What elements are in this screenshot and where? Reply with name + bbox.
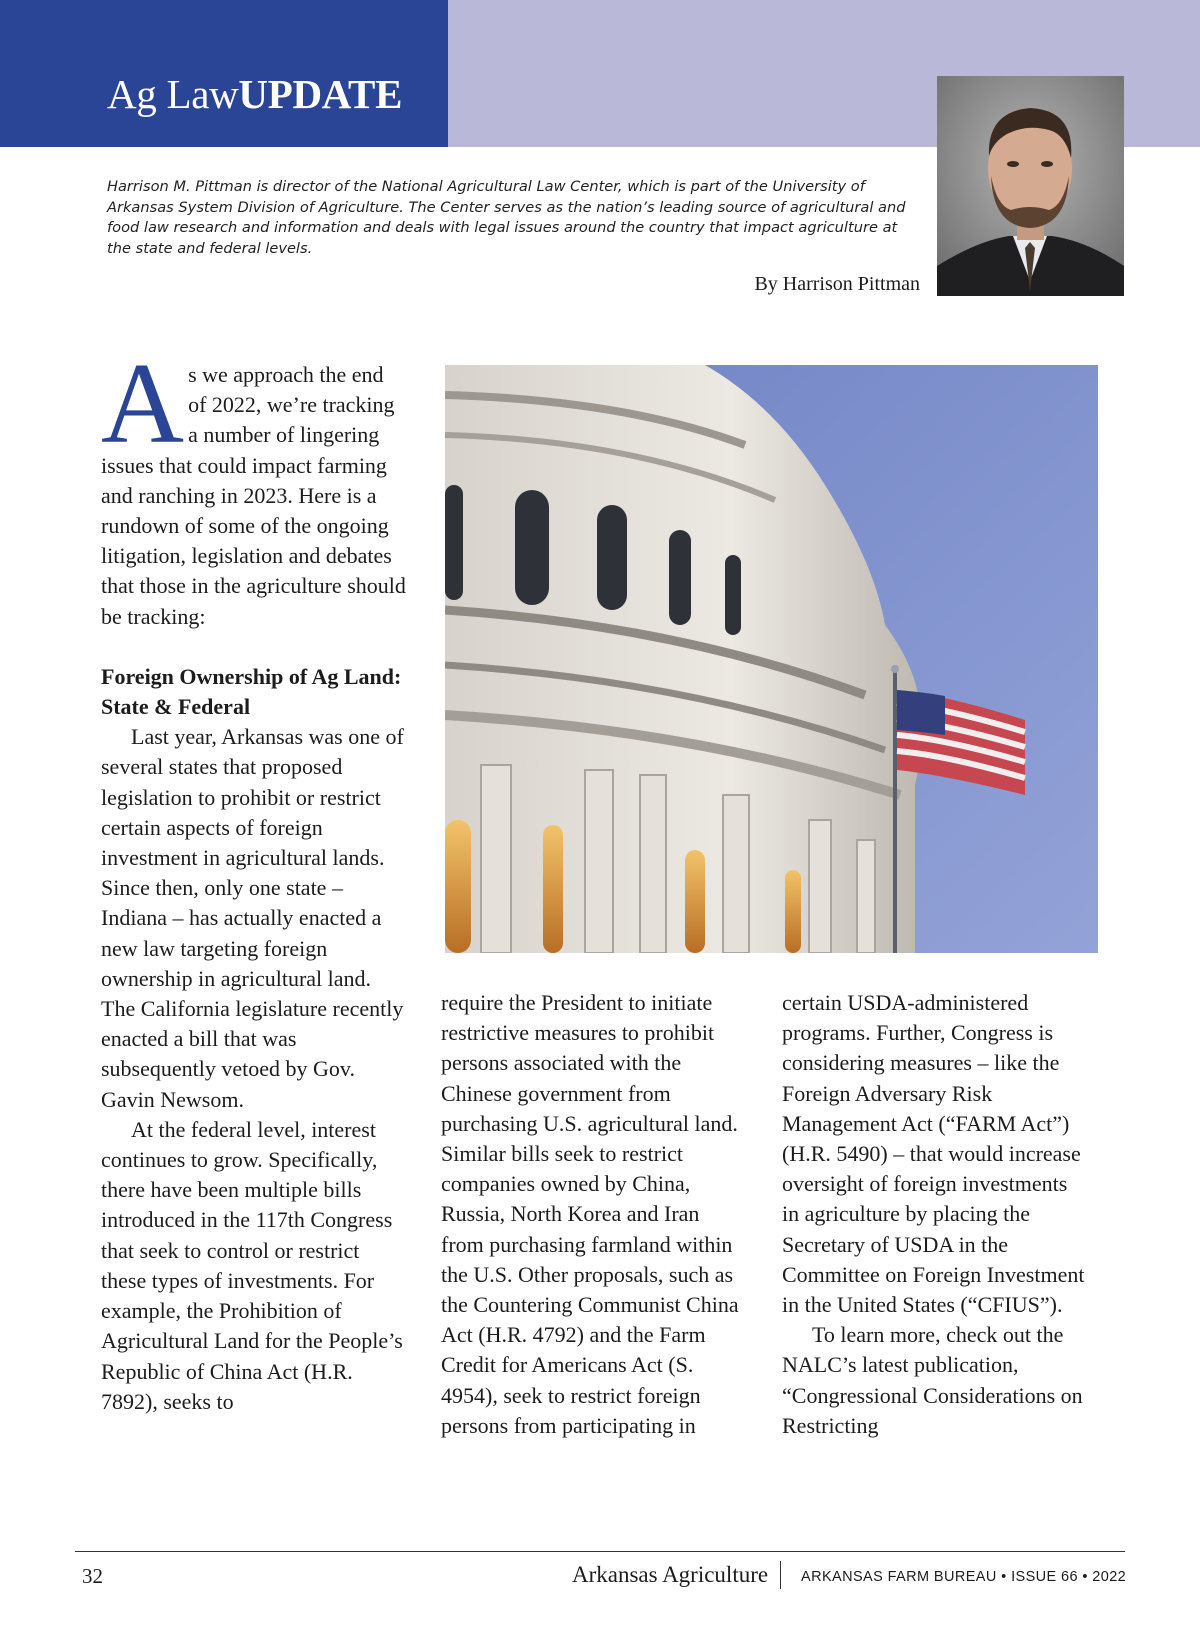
intro-paragraph	[101, 340, 406, 632]
section-title-bold: UPDATE	[238, 71, 403, 117]
author-bio: Harrison M. Pittman is director of the National Agricultural Law Center, which is part of the University of Arkansas System Division of Agriculture. The Center serves as the nation’s leading source of agricultural and food law research and information and deals with legal issues around the country that impact agriculture at the state and federal levels.	[107, 178, 906, 257]
publication-info: ARKANSAS FARM BUREAU • ISSUE 66 • 2022	[801, 1569, 1127, 1585]
footer-separator	[780, 1561, 781, 1589]
body-paragraph: At the federal level, interest continues to grow. Specifically, there have been multiple bills introduced in the 117th Congress that seek to control or restrict these types of investments. For example, the Prohibition of Agricultural Land for the People’s Republic of China Act (H.R. 7892), seeks to	[101, 1116, 403, 1414]
footer-divider	[75, 1551, 1125, 1552]
section-heading: Foreign Ownership of Ag Land: State & Federal	[101, 663, 402, 720]
body-paragraph-continued: require the President to initiate restrictive measures to prohibit persons associated with the Chinese government from purchasing U.S. agricultural land. Similar bills seek to restrict companies owned by China, Russia, North Korea and Iran from purchasing farmland within the U.S. Other proposals, such as the Countering Communist China Act (H.R. 4792) and the Farm Credit for Americans Act (S. 4954), seek to restrict foreign persons from participating in	[441, 990, 739, 1438]
author-portrait	[937, 76, 1124, 296]
article-column-1	[101, 340, 406, 1417]
section-title-light: Ag Law	[107, 71, 239, 117]
body-paragraph: Last year, Arkansas was one of several states that proposed legislation to prohibit or restrict certain aspects of foreign investment in agricultural lands. Since then, only one state – Indiana – has actually enacted a new law targeting foreign ownership in agricultural land. The California legislature recently enacted a bill that was subsequently vetoed by Gov. Gavin Newsom.	[101, 724, 404, 1112]
intro-text: s we approach the end of 2022, we’re tracking a number of lingering issues that could impact farming and ranching in 2023. Here is a rundown of some of the ongoing litigation, legislation and debates that those in the agriculture should be tracking:	[101, 362, 406, 629]
byline: By Harrison Pittman	[754, 273, 920, 295]
page-number: 32	[82, 1564, 103, 1588]
article-column-2	[441, 988, 746, 1441]
article-column-3	[782, 988, 1087, 1441]
body-paragraph-continued: certain USDA-administered programs. Further, Congress is considering measures – like the Foreign Adversary Risk Management Act (“FARM Act”) (H.R. 5490) – that would increase oversight of foreign investments in agriculture by placing the Secretary of USDA in the Committee on Foreign Investment in the United States (“CFIUS”).	[782, 990, 1085, 1318]
body-paragraph: To learn more, check out the NALC’s latest publication, “Congressional Considerations on Restricting	[782, 1322, 1083, 1438]
drop-cap: A	[101, 340, 185, 467]
section-title	[107, 70, 402, 118]
publication-name: Arkansas Agriculture	[572, 1562, 769, 1587]
capitol-dome-photo	[445, 365, 1098, 953]
